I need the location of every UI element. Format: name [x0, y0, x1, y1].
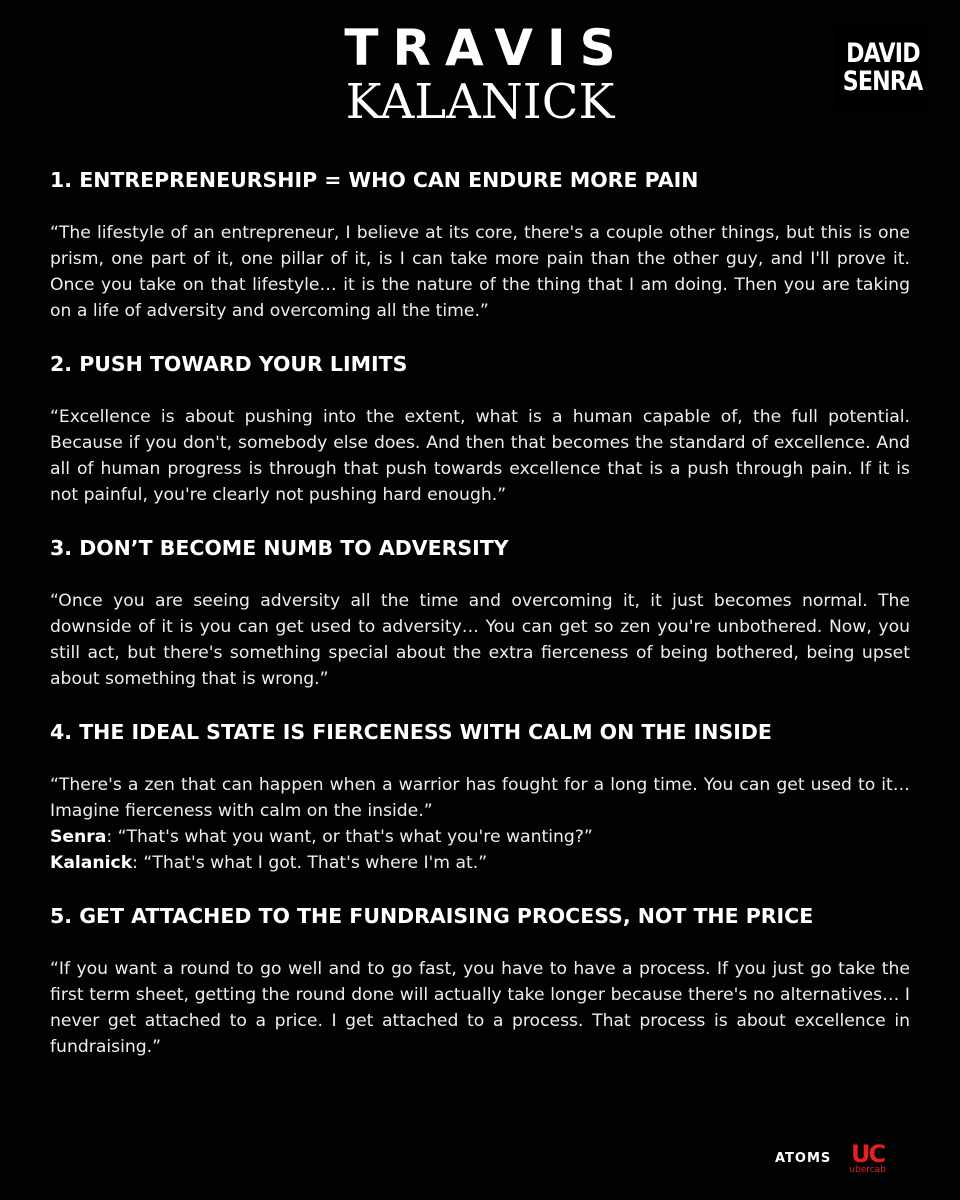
lesson-heading: 4. THE IDEAL STATE IS FIERCENESS WITH CALM ON THE INSIDE	[50, 720, 772, 744]
dialogue-line	[50, 850, 910, 876]
lesson-quote: “Once you are seeing adversity all the time and overcoming it, it just becomes normal. The downside of it is you can get used to adversity… You can get so zen you're unbothered. Now, you still act, but there's something special about the extra fierceness of being bothered, being upset about something that is wrong.”	[50, 591, 910, 689]
footer-logos	[775, 1142, 886, 1175]
lesson-quote: “If you want a round to go well and to go fast, you have to have a process. If you just go take the first term sheet, getting the round done will actually take longer because there's no alternatives… I never get attached to a price. I get attached to a process. That process is about excellence in fundraising.”	[50, 959, 910, 1057]
lesson-heading: 1. ENTREPRENEURSHIP = WHO CAN ENDURE MORE PAIN	[50, 168, 699, 192]
lesson-section-2	[50, 350, 910, 508]
lesson-quote: “Excellence is about pushing into the extent, what is a human capable of, the full potential. Because if you don't, somebody else does. And then that becomes the standard of excellence. And all of human progress is through that push towards excellence that is a push through pain. If it is not painful, you're clearly not pushing hard enough.”	[50, 407, 910, 505]
dialogue-text: : “That's what you want, or that's what you're wanting?”	[106, 827, 593, 847]
title-last-name: KALANICK	[345, 74, 615, 130]
title-block	[0, 20, 960, 128]
dialogue-speaker: Kalanick	[50, 853, 133, 873]
atoms-logo: ATOMS	[775, 1151, 832, 1166]
dialogue-text: : “That's what I got. That's where I'm at.”	[132, 853, 488, 873]
ubercab-logo-mark: UC	[851, 1140, 885, 1168]
ubercab-logo-word: ubercab	[849, 1165, 886, 1175]
lesson-quote: “The lifestyle of an entrepreneur, I believe at its core, there's a couple other things, but this is one prism, one part of it, one pillar of it, is I can take more pain than the other guy, and I'll prove it. Once you take on that lifestyle… it is the nature of the thing that I am doing. Then you are taking on a life of adversity and overcoming all the time.”	[50, 223, 910, 321]
lesson-heading: 2. PUSH TOWARD YOUR LIMITS	[50, 352, 408, 376]
david-senra-logo-line1: DAVID	[845, 38, 920, 69]
david-senra-logo-line2: SENRA	[842, 66, 923, 97]
david-senra-logo	[835, 25, 930, 111]
lesson-quote-block	[50, 772, 910, 876]
dialogue-line	[50, 824, 910, 850]
lesson-section-1	[50, 166, 910, 324]
ubercab-logo	[849, 1142, 886, 1175]
lesson-quote: “There's a zen that can happen when a warrior has fought for a long time. You can get used to it… Imagine fierceness with calm on the inside.”	[50, 775, 910, 821]
dialogue-speaker: Senra	[50, 827, 107, 847]
lesson-section-4	[50, 718, 910, 876]
lesson-heading: 3. DON’T BECOME NUMB TO ADVERSITY	[50, 536, 509, 560]
lesson-section-3	[50, 534, 910, 692]
lesson-heading: 5. GET ATTACHED TO THE FUNDRAISING PROCESS, NOT THE PRICE	[50, 904, 814, 928]
title-first-name: TRAVIS	[344, 19, 630, 77]
lessons-content	[50, 166, 910, 1086]
lesson-section-5	[50, 902, 910, 1060]
